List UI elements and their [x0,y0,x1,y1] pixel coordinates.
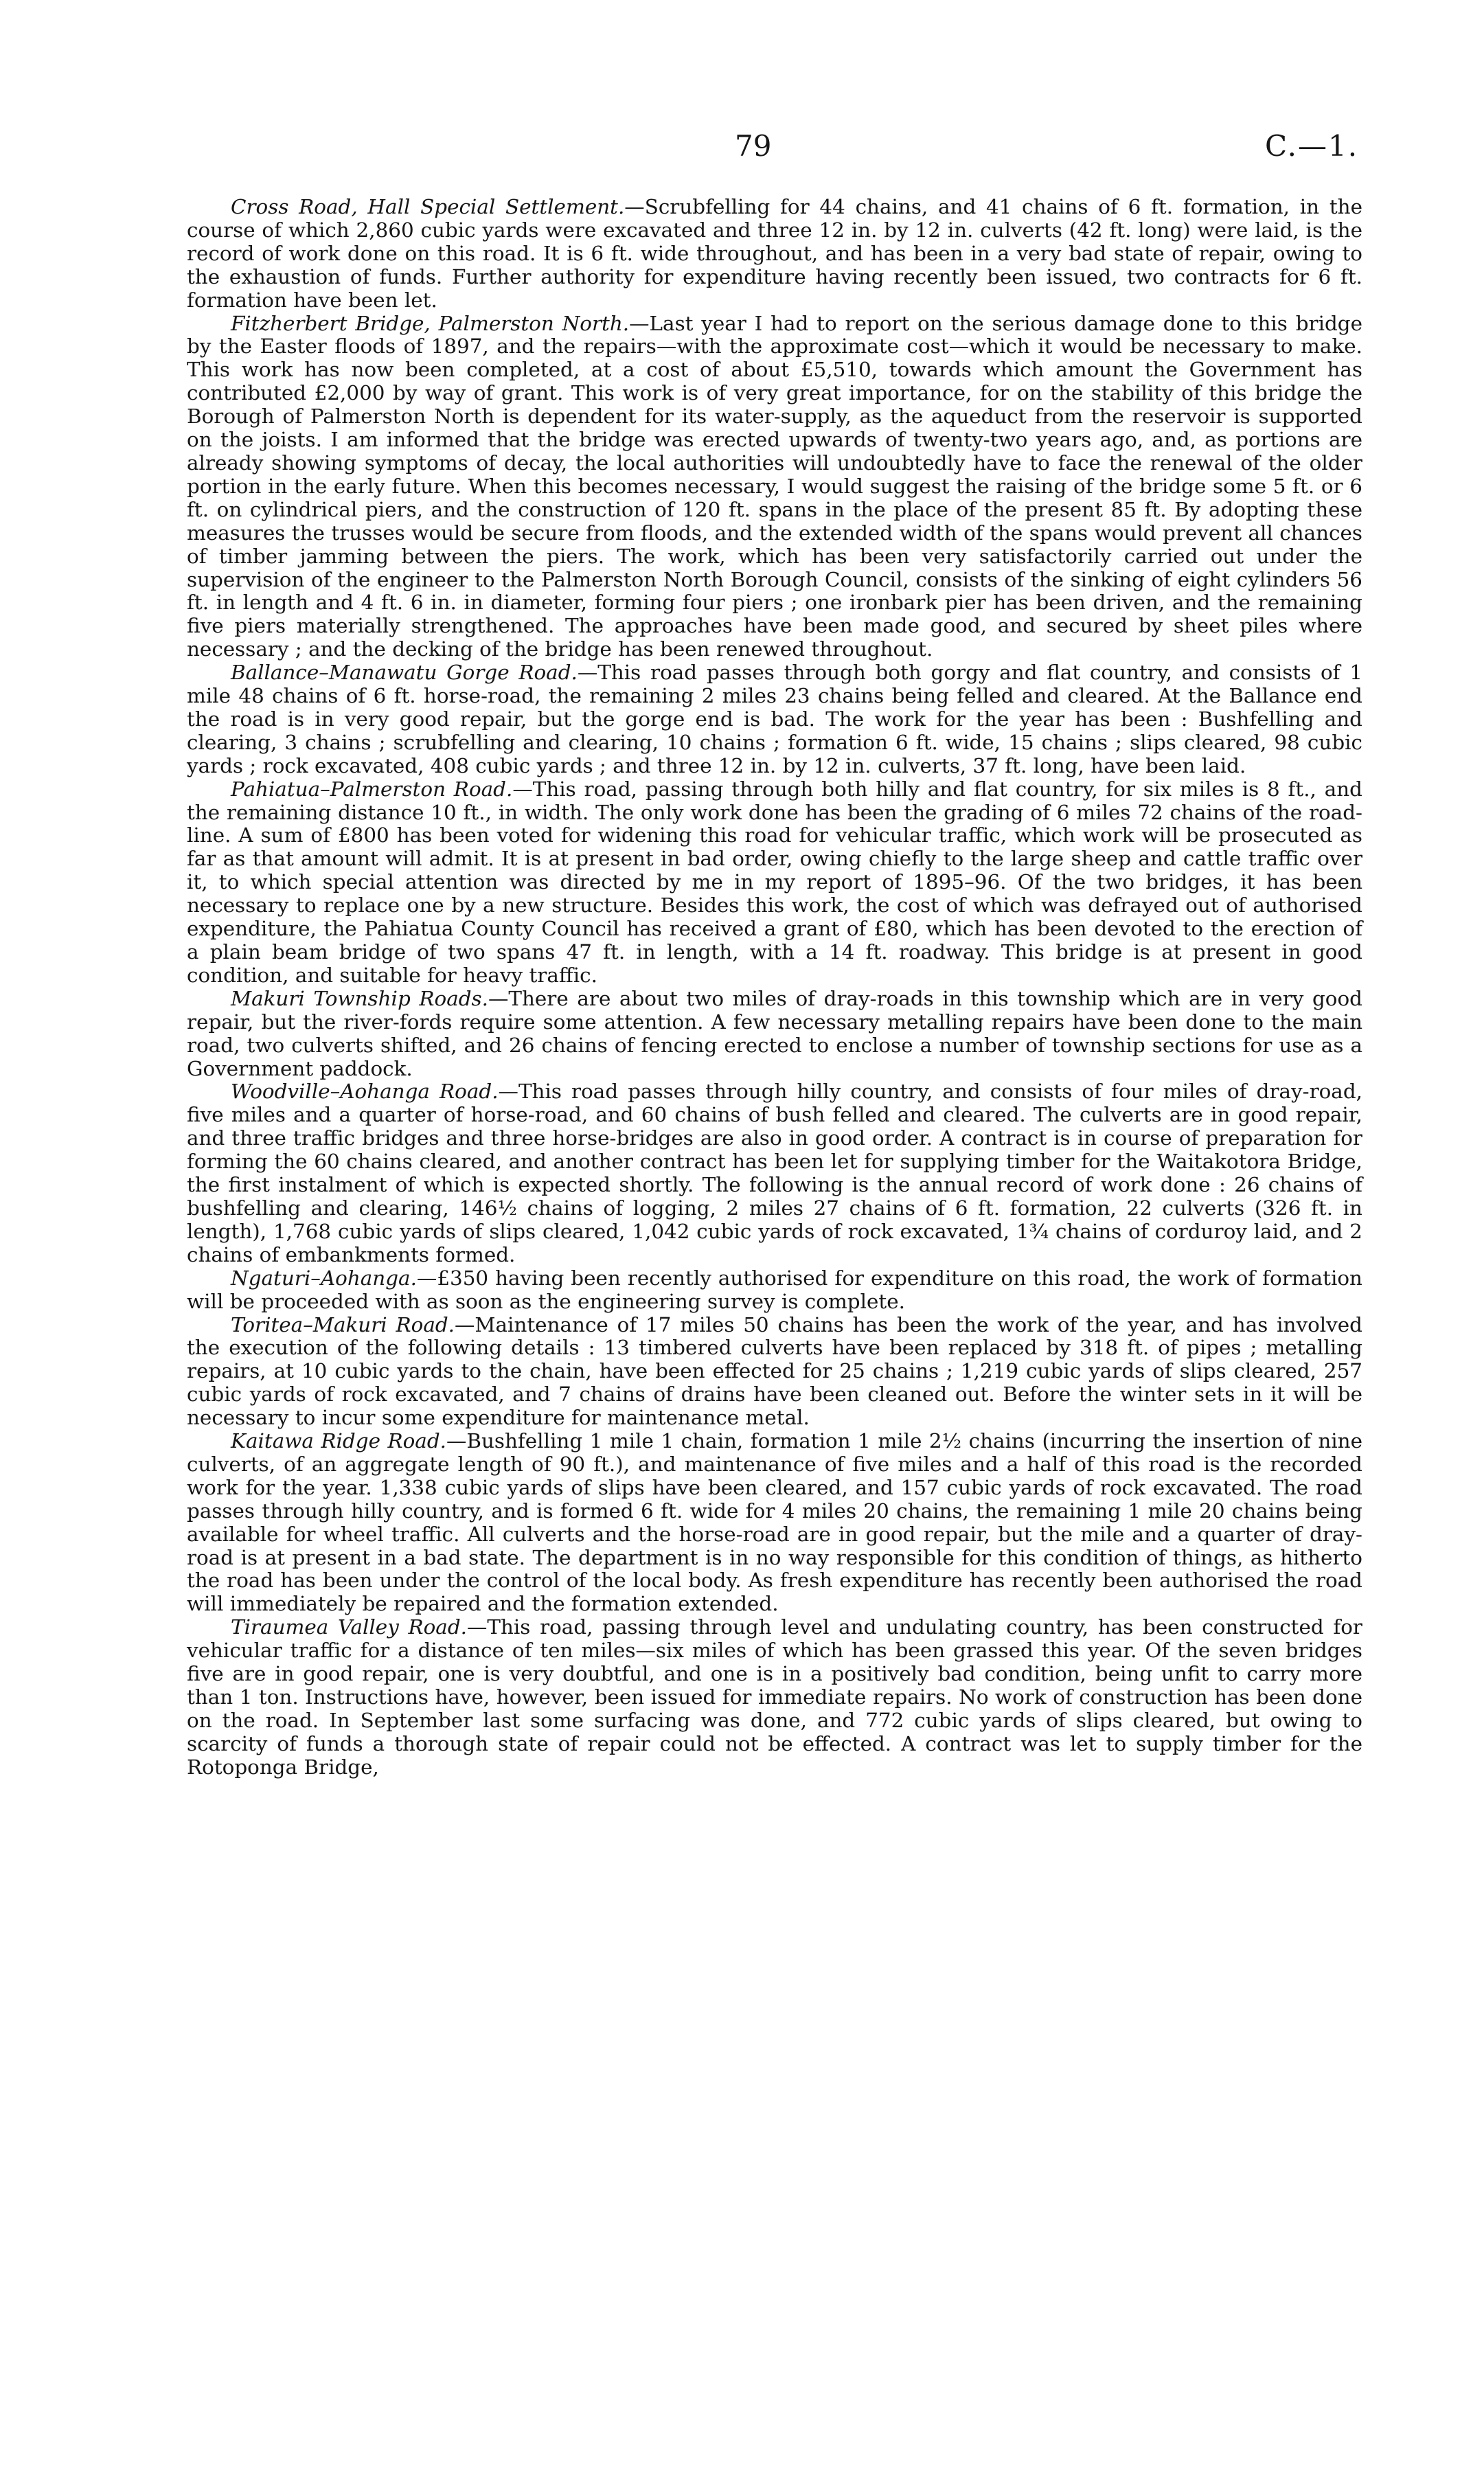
paragraph [187,1080,1362,1266]
body-text [187,196,1362,1779]
paragraph-title: Woodville–Aohanga Road. [231,1080,499,1104]
paragraph-text: —Scrubfelling for 44 chains, and 41 chains of 6 ft. formation, in the course of which 2,860 cubic yards were excavated and three 12 in. by 12 in. culverts (42 ft. long) were laid, is the record of work done on this road. It is 6 ft. wide throughout, and has been in a very bad state of repair, owing to the exhaustion of funds. Further authority for expenditure having recently been issued, two contracts for 6 ft. formation have been let. [187,195,1362,312]
paragraph [187,1314,1362,1431]
paragraph-text: —This road, passing through both hilly and flat country, for six miles is 8 ft., and the remaining distance 10 ft., in width. The only work done has been the grading of 6 miles 72 chains of the road-line. A sum of £800 has been voted for widening this road for vehicular traffic, which work will be prosecuted as far as that amount will admit. It is at present in bad order, owing chiefly to the large sheep and cattle traffic over it, to which special attention was directed by me in my report of 1895–96. Of the two bridges, it has been necessary to replace one by a new structure. Besides this work, the cost of which was defrayed out of authorised expenditure, the Pahiatua County Council has received a grant of £80, which has been devoted to the erection of a plain beam bridge of two spans 47 ft. in length, with a 14 ft. roadway. This bridge is at present in good condition, and suitable for heavy traffic. [187,777,1362,987]
paragraph [187,196,1362,312]
paragraph-text: —Bushfelling 1 mile 1 chain, formation 1 mile 2½ chains (incurring the insertion of nine culverts, of an aggregate length of 90 ft.), and maintenance of five miles and a half of this road is the recorded work for the year. 1,338 cubic yards of slips have been cleared, and 157 cubic yards of rock excavated. The road passes through hilly country, and is formed 6 ft. wide for 4 miles 20 chains, the remaining 1 mile 20 chains being available for wheel traffic. All culverts and the horse-road are in good repair, but the mile and a quarter of dray-road is at present in a bad state. The department is in no way responsible for this condition of things, as hitherto the road has been under the control of the local body. As fresh expenditure has recently been authorised the road will immediately be repaired and the formation extended. [187,1429,1362,1616]
paragraph-text: —There are about two miles of dray-roads in this township which are in very good repair, but the river-fords require some attention. A few necessary metalling repairs have been done to the main road, two culverts shifted, and 26 chains of fencing erected to enclose a number of township sections for use as a Government paddock. [187,986,1362,1080]
paragraph-title: Fitzherbert Bridge, Palmerston North. [231,311,630,335]
paragraph-title: Tiraumea Valley Road. [231,1615,467,1639]
paragraph [187,661,1362,778]
paragraph [187,778,1362,988]
paragraph [187,312,1362,662]
paragraph-text: —This road passes through hilly country, and consists of four miles of dray-road, five miles and a quarter of horse-road, and 60 chains of bush felled and cleared. The culverts are in good repair, and three traffic bridges and three horse-bridges are also in good order. A contract is in course of preparation for forming the 60 chains cleared, and another contract has been let for supplying timber for the Waitakotora Bridge, the first instalment of which is expected shortly. The following is the annual record of work done : 26 chains of bushfelling and clearing, 146½ chains of logging, 2 miles 27 chains of 6 ft. formation, 22 culverts (326 ft. in length), 1,768 cubic yards of slips cleared, 1,042 cubic yards of rock excavated, 1¾ chains of corduroy laid, and 2 chains of embankments formed. [187,1080,1362,1266]
paragraph-text: —This road, passing through level and undulating country, has been constructed for vehicular traffic for a distance of ten miles—six miles of which has been grassed this year. Of the seven bridges five are in good repair, one is very doubtful, and one is in a positively bad condition, being unfit to carry more than 1 ton. Instructions have, however, been issued for immediate repairs. No work of construction has been done on the road. In September last some surfacing was done, and 772 cubic yards of slips cleared, but owing to scarcity of funds a thorough state of repair could not be effected. A contract was let to supply timber for the Rotoponga Bridge, [187,1615,1362,1779]
paragraph-title: Pahiatua–Palmerston Road. [231,777,513,801]
paragraph-text: —£350 having been recently authorised for expenditure on this road, the work of formation will be proceeded with as soon as the engineering survey is complete. [187,1266,1362,1313]
paragraph-text: —Maintenance of 17 miles 50 chains has been the work of the year, and has involved the execution of the following details : 13 timbered culverts have been replaced by 318 ft. of pipes ; metalling repairs, at 10 cubic yards to the chain, have been effected for 25 chains ; 1,219 cubic yards of slips cleared, 257 cubic yards of rock excavated, and 7 chains of drains have been cleaned out. Before the winter sets in it will be necessary to incur some expenditure for maintenance metal. [187,1312,1362,1430]
paragraph-title: Kaitawa Ridge Road. [231,1429,446,1453]
paragraph-title: Ngaturi–Aohanga. [231,1266,417,1290]
page-header [0,129,1484,170]
document-reference: C.—1. [1265,129,1359,163]
paragraph [187,1430,1362,1616]
paragraph-title: Ballance–Manawatu Gorge Road. [231,661,578,685]
paragraph [187,1616,1362,1779]
paragraph-text: —Last year I had to report on the serious damage done to this bridge by the Easter floods of 1897, and the repairs—with the approximate cost—which it would be necessary to make. This work has now been completed, at a cost of about £5,510, towards which amount the Government has contributed £2,000 by way of grant. This work is of very great importance, for on the stability of this bridge the Borough of Palmerston North is dependent for its water-supply, as the aqueduct from the reservoir is supported on the joists. I am informed that the bridge was erected upwards of twenty-two years ago, and, as portions are already showing symptoms of decay, the local authorities will undoubtedly have to face the renewal of the older portion in the early future. When this becomes necessary, I would suggest the raising of the bridge some 5 ft. or 6 ft. on cylindrical piers, and the construction of 120 ft. spans in the place of the present 85 ft. By adopting these measures the trusses would be secure from floods, and the extended width of the spans would prevent all chances of timber jamming between the piers. The work, which has been very satisfactorily carried out under the supervision of the engineer to the Palmerston North Borough Council, consists of the sinking of eight cylinders 56 ft. in length and 4 ft. 6 in. in diameter, forming four piers ; one ironbark pier has been driven, and the remaining five piers materially strengthened. The approaches have been made good, and secured by sheet piles where necessary ; and the decking of the bridge has been renewed throughout. [187,311,1362,661]
paragraph-title: Toritea–Makuri Road. [231,1312,455,1336]
paragraph-title: Cross Road, Hall Special Settlement. [231,195,625,218]
paragraph [187,988,1362,1081]
paragraph-text: —This road passes through both gorgy and flat country, and consists of 1 mile 48 chains of 6 ft. horse-road, the remaining 2 miles 23 chains being felled and cleared. At the Ballance end the road is in very good repair, but the gorge end is bad. The work for the year has been : Bushfelling and clearing, 3 chains ; scrubfelling and clearing, 10 chains ; formation 6 ft. wide, 15 chains ; slips cleared, 98 cubic yards ; rock excavated, 408 cubic yards ; and three 12 in. by 12 in. culverts, 37 ft. long, have been laid. [187,661,1362,777]
paragraph [187,1267,1362,1314]
paragraph-title: Makuri Township Roads. [231,986,488,1010]
page-number: 79 [735,129,772,163]
